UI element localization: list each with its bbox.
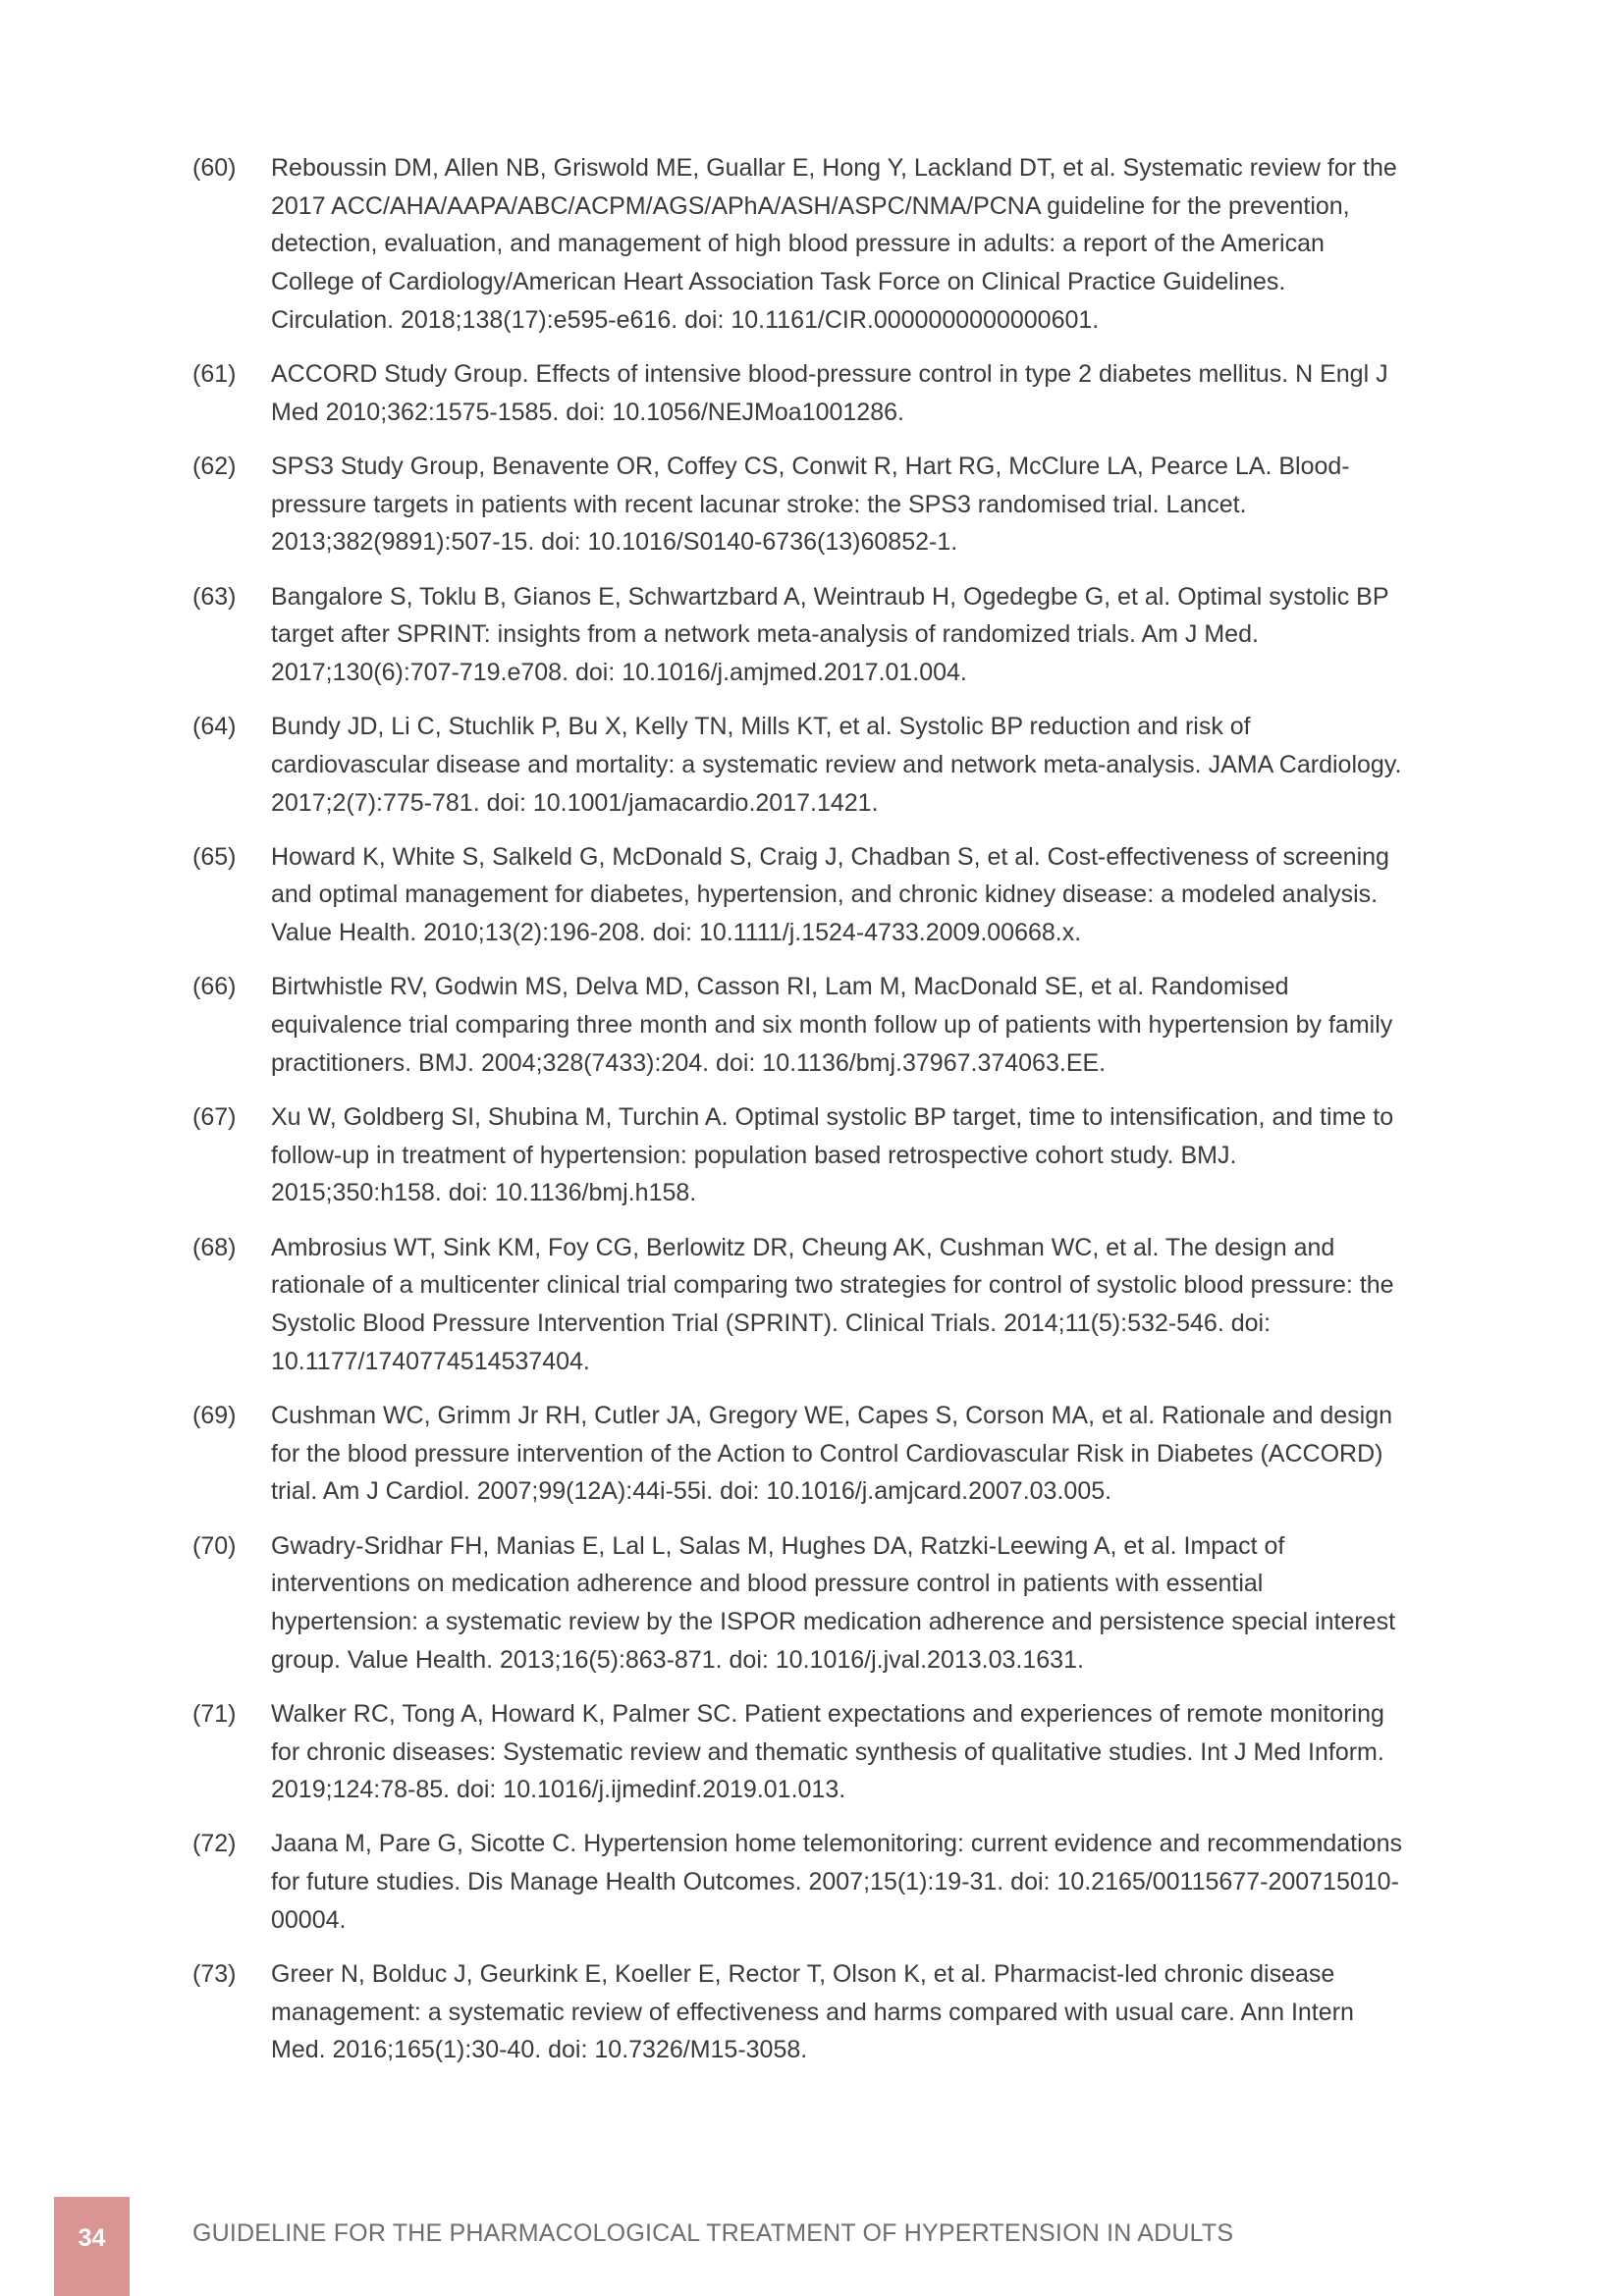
reference-text: Birtwhistle RV, Godwin MS, Delva MD, Casson RI, Lam M, MacDonald SE, et al. Randomised equivalence trial comparing three month and six month follow up of patients with hypertension by family practitioners. BMJ. 2004;328(7433):204. doi: 10.1136/bmj.37967.374063.EE. xyxy=(271,973,1393,1077)
reference-number: (65) xyxy=(192,842,237,871)
reference-text: Cushman WC, Grimm Jr RH, Cutler JA, Gregory WE, Capes S, Corson MA, et al. Rationale and design for the blood pressure intervention of the Action to Control Cardiovascular Risk in Diabetes (ACCORD) trial. Am J Cardiol. 2007;99(12A):44i-55i. doi: 10.1016/j.amjcard.2007.03.005. xyxy=(271,1401,1393,1506)
reference-number: (73) xyxy=(192,1960,237,1989)
reference-item xyxy=(192,1397,1410,1511)
reference-item xyxy=(192,149,1410,340)
reference-item xyxy=(192,1527,1410,1680)
reference-item xyxy=(192,838,1410,952)
reference-number: (68) xyxy=(192,1233,237,1261)
reference-text: Bundy JD, Li C, Stuchlik P, Bu X, Kelly TN, Mills KT, et al. Systolic BP reduction and risk of cardiovascular disease and mortality: a systematic review and network meta-analysis. JAMA Cardiology. 2017;2(7):775-781. doi: 10.1001/jamacardio.2017.1421. xyxy=(271,713,1402,817)
reference-number: (66) xyxy=(192,973,237,1001)
reference-text: Reboussin DM, Allen NB, Griswold ME, Guallar E, Hong Y, Lackland DT, et al. Systematic review for the 2017 ACC/AHA/AAPA/ABC/ACPM/AGS/APhA/ASH/ASPC/NMA/PCNA guideline for the prevention, detection, evaluation, and management of high blood pressure in adults: a report of the American College of Cardiology/American Heart Association Task Force on Clinical Practice Guidelines. Circulation. 2018;138(17):e595-e616. doi: 10.1161/CIR.0000000000000601. xyxy=(271,154,1397,334)
reference-item xyxy=(192,1229,1410,1381)
reference-list xyxy=(192,149,1410,2086)
reference-text: Greer N, Bolduc J, Geurkink E, Koeller E, Rector T, Olson K, et al. Pharmacist-led chronic disease management: a systematic review of effectiveness and harms compared with usual care. Ann Intern Med. 2016;165(1):30-40. doi: 10.7326/M15-3058. xyxy=(271,1960,1354,2064)
reference-item xyxy=(192,355,1410,431)
page-number-tab xyxy=(54,2197,130,2296)
reference-number: (62) xyxy=(192,452,237,480)
reference-text: Ambrosius WT, Sink KM, Foy CG, Berlowitz DR, Cheung AK, Cushman WC, et al. The design and rationale of a multicenter clinical trial comparing two strategies for control of systolic blood pressure: the Systolic Blood Pressure Intervention Trial (SPRINT). Clinical Trials. 2014;11(5):532-546. doi: 10.1177/1740774514537404. xyxy=(271,1233,1394,1375)
reference-item xyxy=(192,448,1410,561)
page-number: 34 xyxy=(78,2224,106,2252)
reference-item xyxy=(192,708,1410,822)
reference-text: ACCORD Study Group. Effects of intensive blood-pressure control in type 2 diabetes mellitus. N Engl J Med 2010;362:1575-1585. doi: 10.1056/NEJMoa1001286. xyxy=(271,360,1388,426)
reference-number: (70) xyxy=(192,1531,237,1560)
reference-item xyxy=(192,1695,1410,1809)
reference-number: (67) xyxy=(192,1102,237,1131)
reference-item xyxy=(192,968,1410,1082)
reference-text: Bangalore S, Toklu B, Gianos E, Schwartzbard A, Weintraub H, Ogedegbe G, et al. Optimal systolic BP target after SPRINT: insights from a network meta-analysis of randomized trials. Am J Med. 2017;130(6):707-719.e708. doi: 10.1016/j.amjmed.2017.01.004. xyxy=(271,582,1389,686)
reference-item xyxy=(192,1825,1410,1939)
running-footer-title: GUIDELINE FOR THE PHARMACOLOGICAL TREATMENT OF HYPERTENSION IN ADULTS xyxy=(192,2219,1234,2247)
reference-number: (64) xyxy=(192,713,237,741)
reference-text: Gwadry-Sridhar FH, Manias E, Lal L, Salas M, Hughes DA, Ratzki-Leewing A, et al. Impact of interventions on medication adherence and blood pressure control in patients with essential hypertension: a systematic review by the ISPOR medication adherence and persistence special interest group. Value Health. 2013;16(5):863-871. doi: 10.1016/j.jval.2013.03.1631. xyxy=(271,1531,1396,1674)
reference-text: Xu W, Goldberg SI, Shubina M, Turchin A. Optimal systolic BP target, time to intensification, and time to follow-up in treatment of hypertension: population based retrospective cohort study. BMJ. 2015;350:h158. doi: 10.1136/bmj.h158. xyxy=(271,1102,1394,1207)
reference-text: Howard K, White S, Salkeld G, McDonald S, Craig J, Chadban S, et al. Cost-effectiveness of screening and optimal management for diabetes, hypertension, and chronic kidney disease: a modeled analysis. Value Health. 2010;13(2):196-208. doi: 10.1111/j.1524-4733.2009.00668.x. xyxy=(271,842,1389,947)
reference-number: (72) xyxy=(192,1830,237,1858)
reference-number: (71) xyxy=(192,1699,237,1728)
reference-item xyxy=(192,1955,1410,2069)
reference-number: (69) xyxy=(192,1401,237,1429)
reference-number: (60) xyxy=(192,154,237,182)
reference-text: Walker RC, Tong A, Howard K, Palmer SC. Patient expectations and experiences of remote monitoring for chronic diseases: Systematic review and thematic synthesis of qualitative studies. Int J Med Inform. 2019;124:78-85. doi: 10.1016/j.ijmedinf.2019.01.013. xyxy=(271,1699,1384,1804)
reference-item xyxy=(192,1098,1410,1212)
reference-number: (63) xyxy=(192,582,237,611)
reference-text: SPS3 Study Group, Benavente OR, Coffey CS, Conwit R, Hart RG, McClure LA, Pearce LA. Blood-pressure targets in patients with recent lacunar stroke: the SPS3 randomised trial. Lancet. 2013;382(9891):507-15. doi: 10.1016/S0140-6736(13)60852-1. xyxy=(271,452,1350,557)
reference-number: (61) xyxy=(192,360,237,389)
reference-item xyxy=(192,578,1410,692)
reference-text: Jaana M, Pare G, Sicotte C. Hypertension home telemonitoring: current evidence and recommendations for future studies. Dis Manage Health Outcomes. 2007;15(1):19-31. doi: 10.2165/00115677-200715010-00004. xyxy=(271,1830,1402,1934)
